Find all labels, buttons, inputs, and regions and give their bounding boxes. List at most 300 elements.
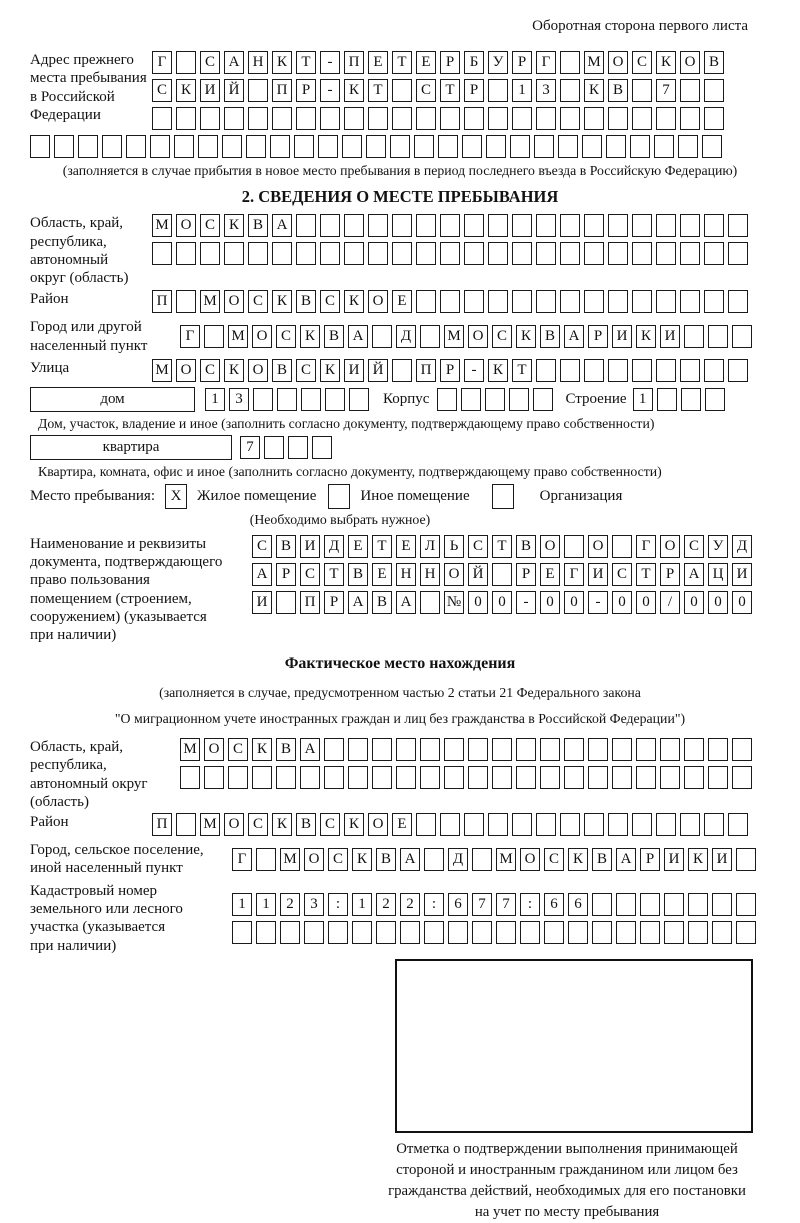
char-box[interactable]: [632, 214, 652, 237]
char-box[interactable]: С: [320, 813, 340, 836]
char-box[interactable]: Н: [396, 563, 416, 586]
char-box[interactable]: В: [608, 79, 628, 102]
char-box[interactable]: [608, 290, 628, 313]
char-box[interactable]: [325, 388, 345, 411]
char-box[interactable]: [688, 893, 708, 916]
char-box[interactable]: [296, 214, 316, 237]
char-box[interactable]: О: [252, 325, 272, 348]
char-box[interactable]: Е: [540, 563, 560, 586]
char-box[interactable]: [512, 214, 532, 237]
char-box[interactable]: М: [496, 848, 516, 871]
char-box[interactable]: [636, 738, 656, 761]
char-box[interactable]: [584, 214, 604, 237]
char-box[interactable]: О: [224, 813, 244, 836]
char-box[interactable]: В: [540, 325, 560, 348]
char-box[interactable]: [612, 535, 632, 558]
char-box[interactable]: [440, 242, 460, 265]
char-box[interactable]: С: [200, 359, 220, 382]
char-box[interactable]: [472, 921, 492, 944]
char-box[interactable]: [640, 921, 660, 944]
char-box[interactable]: [512, 107, 532, 130]
char-box[interactable]: [488, 107, 508, 130]
char-box[interactable]: /: [660, 591, 680, 614]
char-box[interactable]: [704, 290, 724, 313]
char-box[interactable]: [252, 766, 272, 789]
char-box[interactable]: [372, 738, 392, 761]
char-box[interactable]: А: [272, 214, 292, 237]
char-box[interactable]: [560, 51, 580, 74]
char-box[interactable]: [304, 921, 324, 944]
char-box[interactable]: [280, 921, 300, 944]
char-box[interactable]: Т: [392, 51, 412, 74]
char-box[interactable]: [704, 813, 724, 836]
char-box[interactable]: [584, 813, 604, 836]
char-box[interactable]: [348, 766, 368, 789]
char-box[interactable]: 0: [468, 591, 488, 614]
char-box[interactable]: Л: [420, 535, 440, 558]
char-box[interactable]: [392, 359, 412, 382]
char-box[interactable]: [176, 290, 196, 313]
char-box[interactable]: [224, 107, 244, 130]
char-box[interactable]: 6: [544, 893, 564, 916]
char-box[interactable]: [512, 242, 532, 265]
char-box[interactable]: [30, 135, 50, 158]
char-box[interactable]: [678, 135, 698, 158]
char-box[interactable]: О: [588, 535, 608, 558]
char-box[interactable]: [560, 214, 580, 237]
char-box[interactable]: [437, 388, 457, 411]
char-box[interactable]: Т: [636, 563, 656, 586]
char-box[interactable]: 0: [708, 591, 728, 614]
char-box[interactable]: [702, 135, 722, 158]
char-box[interactable]: И: [732, 563, 752, 586]
char-box[interactable]: С: [248, 813, 268, 836]
char-box[interactable]: [276, 766, 296, 789]
char-box[interactable]: [536, 290, 556, 313]
char-box[interactable]: 2: [376, 893, 396, 916]
char-box[interactable]: 0: [636, 591, 656, 614]
char-box[interactable]: 7: [240, 436, 260, 459]
char-box[interactable]: [296, 107, 316, 130]
char-box[interactable]: [732, 325, 752, 348]
char-box[interactable]: [588, 738, 608, 761]
char-box[interactable]: Р: [324, 591, 344, 614]
char-box[interactable]: Б: [464, 51, 484, 74]
char-box[interactable]: Й: [468, 563, 488, 586]
char-box[interactable]: [660, 766, 680, 789]
char-box[interactable]: К: [320, 359, 340, 382]
char-box[interactable]: [544, 921, 564, 944]
char-box[interactable]: О: [680, 51, 700, 74]
char-box[interactable]: [174, 135, 194, 158]
char-box[interactable]: С: [328, 848, 348, 871]
char-box[interactable]: [342, 135, 362, 158]
char-box[interactable]: [264, 436, 284, 459]
char-box[interactable]: К: [656, 51, 676, 74]
char-box[interactable]: О: [468, 325, 488, 348]
char-box[interactable]: Е: [348, 535, 368, 558]
char-box[interactable]: [468, 738, 488, 761]
char-box[interactable]: К: [488, 359, 508, 382]
char-box[interactable]: [204, 766, 224, 789]
char-box[interactable]: [704, 79, 724, 102]
char-box[interactable]: [630, 135, 650, 158]
char-box[interactable]: [320, 214, 340, 237]
char-box[interactable]: [318, 135, 338, 158]
char-box[interactable]: [512, 813, 532, 836]
char-box[interactable]: [533, 388, 553, 411]
char-box[interactable]: [396, 766, 416, 789]
char-box[interactable]: М: [444, 325, 464, 348]
char-box[interactable]: К: [636, 325, 656, 348]
char-box[interactable]: А: [224, 51, 244, 74]
char-box[interactable]: [344, 107, 364, 130]
char-box[interactable]: [560, 79, 580, 102]
char-box[interactable]: [704, 107, 724, 130]
char-box[interactable]: [705, 388, 725, 411]
char-box[interactable]: [126, 135, 146, 158]
char-box[interactable]: С: [276, 325, 296, 348]
char-box[interactable]: [301, 388, 321, 411]
char-box[interactable]: [416, 290, 436, 313]
char-box[interactable]: -: [464, 359, 484, 382]
char-box[interactable]: К: [352, 848, 372, 871]
char-box[interactable]: [680, 79, 700, 102]
checkbox-organizatsiya[interactable]: [492, 484, 514, 509]
char-box[interactable]: К: [176, 79, 196, 102]
char-box[interactable]: [540, 766, 560, 789]
char-box[interactable]: [680, 214, 700, 237]
char-box[interactable]: 1: [232, 893, 252, 916]
char-box[interactable]: [320, 242, 340, 265]
char-box[interactable]: О: [608, 51, 628, 74]
char-box[interactable]: [520, 921, 540, 944]
char-box[interactable]: [496, 921, 516, 944]
char-box[interactable]: О: [248, 359, 268, 382]
char-box[interactable]: [736, 893, 756, 916]
char-box[interactable]: О: [204, 738, 224, 761]
char-box[interactable]: С: [200, 51, 220, 74]
char-box[interactable]: [440, 107, 460, 130]
char-box[interactable]: [632, 242, 652, 265]
char-box[interactable]: О: [368, 813, 388, 836]
char-box[interactable]: 7: [472, 893, 492, 916]
char-box[interactable]: Й: [368, 359, 388, 382]
char-box[interactable]: [420, 766, 440, 789]
char-box[interactable]: [584, 107, 604, 130]
char-box[interactable]: 0: [612, 591, 632, 614]
char-box[interactable]: [78, 135, 98, 158]
char-box[interactable]: [636, 766, 656, 789]
char-box[interactable]: Т: [440, 79, 460, 102]
char-box[interactable]: [424, 848, 444, 871]
char-box[interactable]: [392, 107, 412, 130]
char-box[interactable]: [608, 813, 628, 836]
char-box[interactable]: [606, 135, 626, 158]
char-box[interactable]: 3: [229, 388, 249, 411]
char-box[interactable]: [684, 738, 704, 761]
char-box[interactable]: [150, 135, 170, 158]
char-box[interactable]: А: [348, 325, 368, 348]
char-box[interactable]: О: [176, 214, 196, 237]
char-box[interactable]: [440, 813, 460, 836]
char-box[interactable]: А: [396, 591, 416, 614]
char-box[interactable]: В: [348, 563, 368, 586]
char-box[interactable]: К: [344, 79, 364, 102]
char-box[interactable]: [464, 290, 484, 313]
char-box[interactable]: [708, 325, 728, 348]
char-box[interactable]: В: [272, 359, 292, 382]
char-box[interactable]: У: [488, 51, 508, 74]
char-box[interactable]: Р: [588, 325, 608, 348]
char-box[interactable]: [564, 738, 584, 761]
char-box[interactable]: [728, 359, 748, 382]
char-box[interactable]: [438, 135, 458, 158]
char-box[interactable]: Т: [512, 359, 532, 382]
char-box[interactable]: [680, 107, 700, 130]
char-box[interactable]: [352, 921, 372, 944]
char-box[interactable]: [328, 921, 348, 944]
char-box[interactable]: У: [708, 535, 728, 558]
char-box[interactable]: [660, 738, 680, 761]
char-box[interactable]: [420, 325, 440, 348]
char-box[interactable]: 7: [496, 893, 516, 916]
char-box[interactable]: [486, 135, 506, 158]
char-box[interactable]: Р: [440, 51, 460, 74]
char-box[interactable]: С: [320, 290, 340, 313]
char-box[interactable]: [392, 214, 412, 237]
char-box[interactable]: Р: [296, 79, 316, 102]
char-box[interactable]: [608, 107, 628, 130]
char-box[interactable]: [584, 359, 604, 382]
char-box[interactable]: [256, 921, 276, 944]
char-box[interactable]: 1: [205, 388, 225, 411]
char-box[interactable]: [680, 290, 700, 313]
char-box[interactable]: 1: [256, 893, 276, 916]
char-box[interactable]: И: [344, 359, 364, 382]
char-box[interactable]: Т: [324, 563, 344, 586]
char-box[interactable]: К: [344, 813, 364, 836]
char-box[interactable]: [222, 135, 242, 158]
char-box[interactable]: [564, 535, 584, 558]
char-box[interactable]: Е: [372, 563, 392, 586]
char-box[interactable]: В: [276, 535, 296, 558]
char-box[interactable]: [461, 388, 481, 411]
char-box[interactable]: [277, 388, 297, 411]
char-box[interactable]: Т: [492, 535, 512, 558]
char-box[interactable]: Е: [368, 51, 388, 74]
char-box[interactable]: П: [344, 51, 364, 74]
char-box[interactable]: Г: [232, 848, 252, 871]
char-box[interactable]: [248, 79, 268, 102]
char-box[interactable]: Е: [392, 290, 412, 313]
char-box[interactable]: [176, 242, 196, 265]
char-box[interactable]: О: [520, 848, 540, 871]
char-box[interactable]: -: [320, 79, 340, 102]
char-box[interactable]: А: [348, 591, 368, 614]
char-box[interactable]: [728, 214, 748, 237]
char-box[interactable]: [680, 242, 700, 265]
char-box[interactable]: [224, 242, 244, 265]
char-box[interactable]: В: [376, 848, 396, 871]
char-box[interactable]: В: [372, 591, 392, 614]
char-box[interactable]: К: [224, 359, 244, 382]
char-box[interactable]: [632, 290, 652, 313]
char-box[interactable]: [248, 242, 268, 265]
char-box[interactable]: С: [152, 79, 172, 102]
char-box[interactable]: [300, 766, 320, 789]
char-box[interactable]: [664, 893, 684, 916]
char-box[interactable]: Г: [152, 51, 172, 74]
char-box[interactable]: [632, 813, 652, 836]
char-box[interactable]: 2: [280, 893, 300, 916]
char-box[interactable]: [536, 214, 556, 237]
char-box[interactable]: [608, 359, 628, 382]
char-box[interactable]: [536, 242, 556, 265]
char-box[interactable]: [296, 242, 316, 265]
char-box[interactable]: М: [280, 848, 300, 871]
char-box[interactable]: Р: [516, 563, 536, 586]
char-box[interactable]: [400, 921, 420, 944]
char-box[interactable]: [468, 766, 488, 789]
char-box[interactable]: А: [616, 848, 636, 871]
char-box[interactable]: С: [300, 563, 320, 586]
char-box[interactable]: [420, 738, 440, 761]
char-box[interactable]: М: [584, 51, 604, 74]
char-box[interactable]: [512, 290, 532, 313]
char-box[interactable]: [632, 107, 652, 130]
char-box[interactable]: [176, 51, 196, 74]
char-box[interactable]: А: [684, 563, 704, 586]
char-box[interactable]: [416, 214, 436, 237]
char-box[interactable]: [616, 921, 636, 944]
char-box[interactable]: [560, 359, 580, 382]
char-box[interactable]: [416, 107, 436, 130]
char-box[interactable]: Д: [448, 848, 468, 871]
char-box[interactable]: К: [272, 51, 292, 74]
char-box[interactable]: [492, 563, 512, 586]
char-box[interactable]: 3: [536, 79, 556, 102]
char-box[interactable]: [560, 290, 580, 313]
char-box[interactable]: Р: [464, 79, 484, 102]
char-box[interactable]: [272, 242, 292, 265]
char-box[interactable]: [102, 135, 122, 158]
char-box[interactable]: Г: [636, 535, 656, 558]
char-box[interactable]: [368, 214, 388, 237]
char-box[interactable]: [248, 107, 268, 130]
char-box[interactable]: [349, 388, 369, 411]
char-box[interactable]: [472, 848, 492, 871]
char-box[interactable]: 1: [512, 79, 532, 102]
char-box[interactable]: [228, 766, 248, 789]
char-box[interactable]: [320, 107, 340, 130]
char-box[interactable]: [376, 921, 396, 944]
char-box[interactable]: [584, 290, 604, 313]
char-box[interactable]: Т: [296, 51, 316, 74]
char-box[interactable]: [732, 738, 752, 761]
char-box[interactable]: Е: [392, 813, 412, 836]
char-box[interactable]: [180, 766, 200, 789]
char-box[interactable]: И: [588, 563, 608, 586]
char-box[interactable]: [488, 242, 508, 265]
char-box[interactable]: [534, 135, 554, 158]
char-box[interactable]: С: [468, 535, 488, 558]
char-box[interactable]: М: [152, 359, 172, 382]
char-box[interactable]: 0: [492, 591, 512, 614]
char-box[interactable]: К: [584, 79, 604, 102]
char-box[interactable]: Р: [660, 563, 680, 586]
char-box[interactable]: [704, 359, 724, 382]
char-box[interactable]: [198, 135, 218, 158]
char-box[interactable]: М: [152, 214, 172, 237]
char-box[interactable]: [560, 242, 580, 265]
char-box[interactable]: [560, 107, 580, 130]
char-box[interactable]: [464, 813, 484, 836]
char-box[interactable]: П: [272, 79, 292, 102]
char-box[interactable]: [584, 242, 604, 265]
char-box[interactable]: [536, 107, 556, 130]
char-box[interactable]: [200, 107, 220, 130]
char-box[interactable]: И: [200, 79, 220, 102]
char-box[interactable]: Д: [396, 325, 416, 348]
char-box[interactable]: К: [688, 848, 708, 871]
char-box[interactable]: [464, 242, 484, 265]
char-box[interactable]: Е: [416, 51, 436, 74]
char-box[interactable]: 0: [684, 591, 704, 614]
char-box[interactable]: [464, 214, 484, 237]
char-box[interactable]: Д: [732, 535, 752, 558]
char-box[interactable]: В: [276, 738, 296, 761]
char-box[interactable]: С: [684, 535, 704, 558]
char-box[interactable]: -: [588, 591, 608, 614]
char-box[interactable]: [558, 135, 578, 158]
char-box[interactable]: С: [248, 290, 268, 313]
char-box[interactable]: [708, 766, 728, 789]
char-box[interactable]: [54, 135, 74, 158]
char-box[interactable]: Р: [640, 848, 660, 871]
char-box[interactable]: А: [564, 325, 584, 348]
char-box[interactable]: [448, 921, 468, 944]
char-box[interactable]: А: [300, 738, 320, 761]
char-box[interactable]: [736, 921, 756, 944]
char-box[interactable]: П: [152, 290, 172, 313]
char-box[interactable]: В: [296, 290, 316, 313]
char-box[interactable]: В: [516, 535, 536, 558]
char-box[interactable]: [344, 214, 364, 237]
char-box[interactable]: [312, 436, 332, 459]
char-box[interactable]: Й: [224, 79, 244, 102]
char-box[interactable]: [684, 766, 704, 789]
char-box[interactable]: [688, 921, 708, 944]
char-box[interactable]: [684, 325, 704, 348]
char-box[interactable]: [256, 848, 276, 871]
char-box[interactable]: Г: [536, 51, 556, 74]
char-box[interactable]: [516, 766, 536, 789]
char-box[interactable]: [488, 813, 508, 836]
char-box[interactable]: 6: [448, 893, 468, 916]
char-box[interactable]: [492, 766, 512, 789]
char-box[interactable]: К: [272, 290, 292, 313]
char-box[interactable]: [488, 214, 508, 237]
char-box[interactable]: [366, 135, 386, 158]
char-box[interactable]: А: [400, 848, 420, 871]
char-box[interactable]: С: [544, 848, 564, 871]
char-box[interactable]: [516, 738, 536, 761]
char-box[interactable]: О: [368, 290, 388, 313]
char-box[interactable]: [440, 290, 460, 313]
char-box[interactable]: Т: [372, 535, 392, 558]
char-box[interactable]: [656, 290, 676, 313]
